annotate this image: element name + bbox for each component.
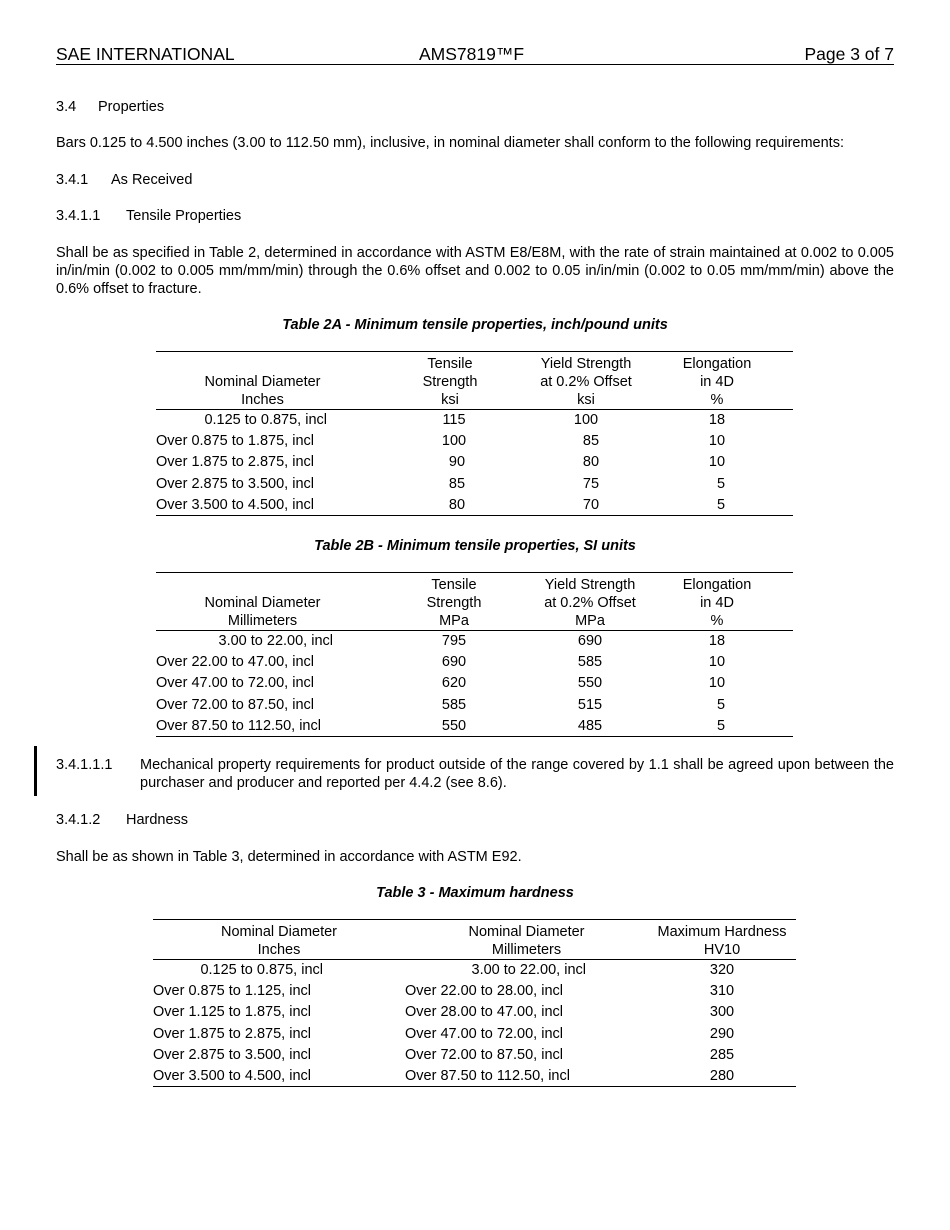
section-title: Properties [98,99,165,115]
cell-tensile: 795 [441,633,467,650]
page-header [56,45,894,65]
cell-diameter-mm: Over 47.00 to 72.00, incl [405,1025,563,1042]
cell-yield: 75 [582,475,600,492]
header-cell: ksi [369,391,531,410]
table-row [156,452,793,473]
section-3-4-1-1-1-number: 3.4.1.1.1 [56,757,113,773]
header-cell: Nominal Diameter [204,595,321,611]
header-cell [156,573,369,595]
cell-yield: 80 [582,454,600,471]
cell-diameter-inches: Over 2.875 to 3.500, incl [153,1046,311,1063]
header-cell: Millimeters [405,941,648,960]
cell-diameter-mm: Over 28.00 to 47.00, incl [405,1004,563,1021]
cell-hardness: 320 [709,962,735,979]
cell-diameter: Over 3.500 to 4.500, incl [156,494,369,515]
cell-elongation: 5 [716,696,726,713]
header-cell: Maximum Hardness [648,920,796,942]
table-2a [156,351,793,516]
cell-yield: 85 [582,433,600,450]
header-cell: Yield Strength [539,573,641,595]
header-cell: MPa [369,612,539,631]
section-number: 3.4.1.2 [56,812,101,828]
header-cell: MPa [539,612,641,631]
table-2b-caption: Table 2B - Minimum tensile properties, SI units [314,538,636,554]
table-row [156,473,793,494]
cell-diameter-mm: Over 87.50 to 112.50, incl [405,1065,648,1086]
header-cell: Tensile [369,573,539,595]
header-cell: % [641,612,793,631]
cell-diameter-mm: Over 22.00 to 28.00, incl [405,983,563,1000]
table-row [156,694,793,715]
cell-elongation: 10 [708,454,726,471]
cell-elongation: 18 [708,633,726,650]
cell-hardness: 310 [709,983,735,1000]
header-doc-id: AMS7819™F [419,44,525,64]
cell-diameter: Over 2.875 to 3.500, incl [156,475,314,492]
section-number: 3.4.1 [56,172,89,188]
table-row [153,960,796,981]
header-cell: Nominal Diameter [405,920,648,942]
cell-tensile: 620 [441,675,467,692]
cell-diameter: 0.125 to 0.875, incl [204,412,327,429]
header-cell: ksi [531,391,641,410]
cell-tensile: 550 [369,715,539,736]
table-row [156,652,793,673]
header-cell: Nominal Diameter [204,374,321,390]
table-2a-caption: Table 2A - Minimum tensile properties, inch/pound units [282,317,668,333]
cell-yield: 550 [577,675,603,692]
cell-tensile: 80 [369,494,531,515]
table-row [156,631,793,652]
section-number: 3.4.1.1 [56,208,101,224]
table-row [156,431,793,452]
header-cell: Strength [422,374,478,390]
cell-diameter: Over 0.875 to 1.875, incl [156,433,314,450]
cell-hardness: 300 [709,1004,735,1021]
cell-diameter: Over 22.00 to 47.00, incl [156,654,314,671]
table-row [153,981,796,1002]
cell-diameter: Over 87.50 to 112.50, incl [156,715,369,736]
cell-diameter-inches: Over 0.875 to 1.125, incl [153,983,311,1000]
table-row [156,673,793,694]
intro-paragraph: Bars 0.125 to 4.500 inches (3.00 to 112.50 mm), inclusive, in nominal diameter shall conform to the following requirements: [56,135,844,151]
cell-yield: 515 [577,696,603,713]
cell-diameter-inches: Over 3.500 to 4.500, incl [153,1065,405,1086]
table-row [156,410,793,431]
header-cell: in 4D [700,595,734,611]
cell-diameter: Over 72.00 to 87.50, incl [156,696,314,713]
table-row [153,1065,796,1086]
cell-elongation: 10 [708,675,726,692]
header-cell: at 0.2% Offset [540,374,632,390]
cell-elongation: 5 [716,475,726,492]
cell-diameter-inches: Over 1.875 to 2.875, incl [153,1025,311,1042]
table-row [153,1002,796,1023]
cell-diameter: Over 47.00 to 72.00, incl [156,675,314,692]
cell-diameter-mm: 3.00 to 22.00, incl [471,962,586,979]
header-cell: Yield Strength [531,352,641,374]
header-cell: in 4D [700,374,734,390]
cell-yield: 690 [577,633,603,650]
cell-diameter-inches: Over 1.125 to 1.875, incl [153,1004,311,1021]
cell-tensile: 100 [441,433,467,450]
cell-tensile: 115 [442,412,466,429]
cell-elongation: 5 [641,494,793,515]
header-cell: Elongation [641,573,793,595]
cell-diameter: 3.00 to 22.00, incl [218,633,333,650]
header-cell: Elongation [641,352,793,374]
section-3-4-1-2-heading [56,811,188,829]
cell-hardness: 290 [709,1025,735,1042]
header-org: SAE INTERNATIONAL [56,44,235,64]
header-cell: Tensile [369,352,531,374]
header-cell: Nominal Diameter [153,920,405,942]
cell-diameter: Over 1.875 to 2.875, incl [156,454,314,471]
cell-yield: 100 [573,412,599,429]
table-row [153,1044,796,1065]
header-cell: at 0.2% Offset [544,595,636,611]
cell-hardness: 285 [709,1046,735,1063]
cell-elongation: 10 [708,433,726,450]
cell-tensile: 90 [448,454,466,471]
table-row [153,1023,796,1044]
section-title: As Received [111,172,193,188]
header-page-number: Page 3 of 7 [804,44,894,64]
cell-diameter-inches: 0.125 to 0.875, incl [200,962,323,979]
section-3-4-1-1-1-text: Mechanical property requirements for product outside of the range covered by 1.1 shall be agreed upon between the purchaser and producer and reported per 4.4.2 (see 8.6). [140,757,894,791]
cell-diameter-mm: Over 72.00 to 87.50, incl [405,1046,563,1063]
section-3-4-1-1-heading [56,207,241,225]
header-cell: Inches [153,941,405,960]
section-3-4-1-heading [56,171,192,189]
cell-yield: 485 [539,715,641,736]
header-cell: Inches [156,391,369,410]
header-cell: Millimeters [156,612,369,631]
table-row [156,494,793,515]
cell-yield: 70 [531,494,641,515]
section-title: Hardness [126,812,189,828]
section-number: 3.4 [56,99,77,115]
header-cell: Strength [426,595,482,611]
cell-yield: 585 [577,654,603,671]
cell-elongation: 18 [708,412,726,429]
cell-elongation: 10 [708,654,726,671]
header-cell: % [641,391,793,410]
table-3 [153,919,796,1087]
header-cell: HV10 [648,941,796,960]
cell-tensile: 85 [448,475,466,492]
table-row [156,715,793,736]
section-3-4-heading [56,98,164,116]
hardness-paragraph: Shall be as shown in Table 3, determined in accordance with ASTM E92. [56,849,522,865]
header-cell [156,352,369,374]
table-3-caption: Table 3 - Maximum hardness [376,885,574,901]
cell-elongation: 5 [641,715,793,736]
cell-tensile: 690 [441,654,467,671]
cell-hardness: 280 [648,1065,796,1086]
section-title: Tensile Properties [126,208,242,224]
revision-change-bar [34,746,37,796]
tensile-paragraph: Shall be as specified in Table 2, determined in accordance with ASTM E8/E8M, with the rate of strain maintained at 0.002 to 0.005 in/in/min (0.002 to 0.005 mm/mm/min) through the 0.6% offset and 0.002 to 0.05 in/in/min (0.002 to 0.05 mm/mm/min) above the 0.6% offset to fracture. [56,245,894,297]
cell-tensile: 585 [441,696,467,713]
table-2b [156,572,793,737]
